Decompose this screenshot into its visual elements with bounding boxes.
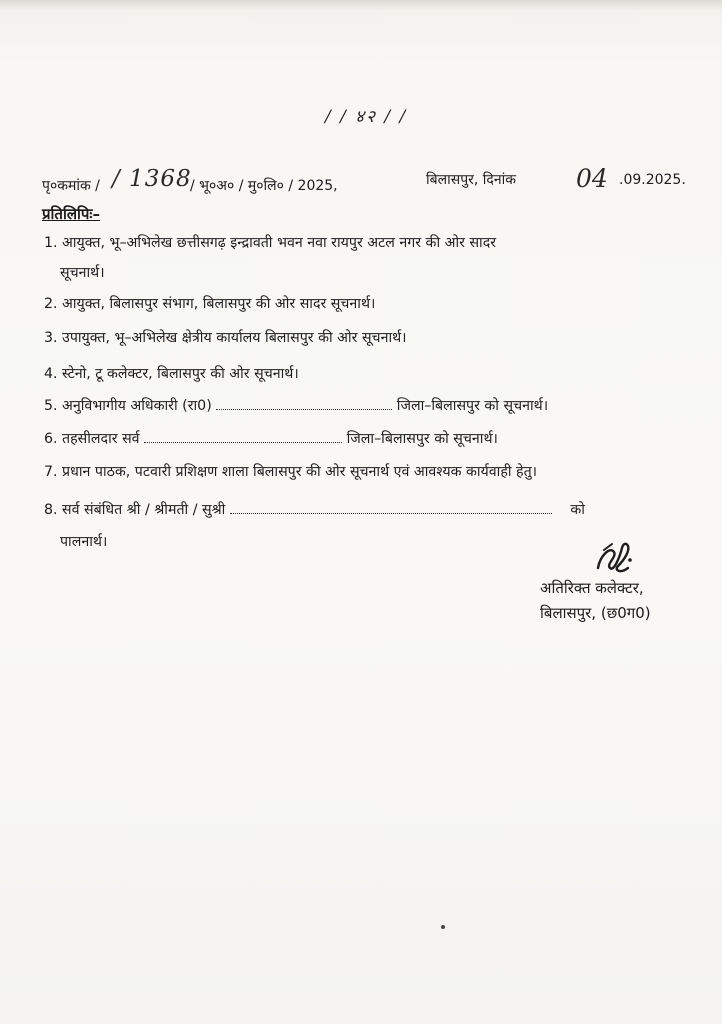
list-item-8 [44, 500, 585, 519]
stray-ink-dot [441, 925, 445, 929]
list-item-8-suffix: को [570, 502, 585, 518]
list-item-7: 7. प्रधान पाठक, पटवारी प्रशिक्षण शाला बिलासपुर की ओर सूचनार्थ एवं आवश्यक कार्यवाही हेतु। [44, 464, 538, 480]
list-item-1-continued: सूचनार्थ। [60, 265, 105, 281]
handwritten-date-day: 04 [576, 164, 608, 193]
list-item-2: 2. आयुक्त, बिलासपुर संभाग, बिलासपुर की ओर सादर सूचनार्थ। [44, 296, 376, 312]
list-item-4: 4. स्टेनो, टू कलेक्टर, बिलासपुर की ओर सूचनार्थ। [44, 366, 299, 382]
list-item-5-suffix: जिला–बिलासपुर को सूचनार्थ। [396, 398, 549, 414]
list-item-8-continued: पालनार्थ। [60, 534, 108, 550]
reference-suffix: / भू०अ० / मु०लि० / 2025, [190, 178, 338, 194]
reference-line [42, 164, 686, 200]
place-date-label: बिलासपुर, दिनांक [426, 172, 516, 188]
fill-in-dotted-line [144, 430, 342, 443]
signatory-location: बिलासपुर, (छ0ग0) [540, 604, 651, 622]
list-item-6 [44, 429, 498, 448]
date-rest: .09.2025. [619, 172, 686, 188]
fill-in-dotted-line [216, 397, 392, 410]
signatory-designation: अतिरिक्त कलेक्टर, [540, 579, 644, 597]
list-item-5-label: 5. अनुविभागीय अधिकारी (रा0) [44, 398, 212, 414]
scan-top-edge [0, 0, 722, 10]
handwritten-reference-mark: / / ४२ / / [325, 107, 408, 127]
list-item-6-label: 6. तहसीलदार सर्व [44, 431, 140, 447]
signature-scribble-icon [590, 538, 636, 582]
reference-prefix: पृ०कमांक / [42, 178, 100, 194]
list-item-3: 3. उपायुक्त, भू–अभिलेख क्षेत्रीय कार्यालय बिलासपुर की ओर सूचनार्थ। [44, 330, 407, 346]
list-item-6-suffix: जिला–बिलासपुर को सूचनार्थ। [346, 431, 498, 447]
copy-heading: प्रतिलिपिः– [42, 205, 100, 223]
fill-in-dotted-line [230, 501, 552, 514]
list-item-1: 1. आयुक्त, भू–अभिलेख छत्तीसगढ़ इन्द्रावती भवन नवा रायपुर अटल नगर की ओर सादर [44, 235, 497, 251]
list-item-5 [44, 396, 548, 415]
list-item-8-label: 8. सर्व संबंधित श्री / श्रीमती / सुश्री [44, 502, 226, 518]
handwritten-reference-number: / 1368 [112, 166, 192, 192]
